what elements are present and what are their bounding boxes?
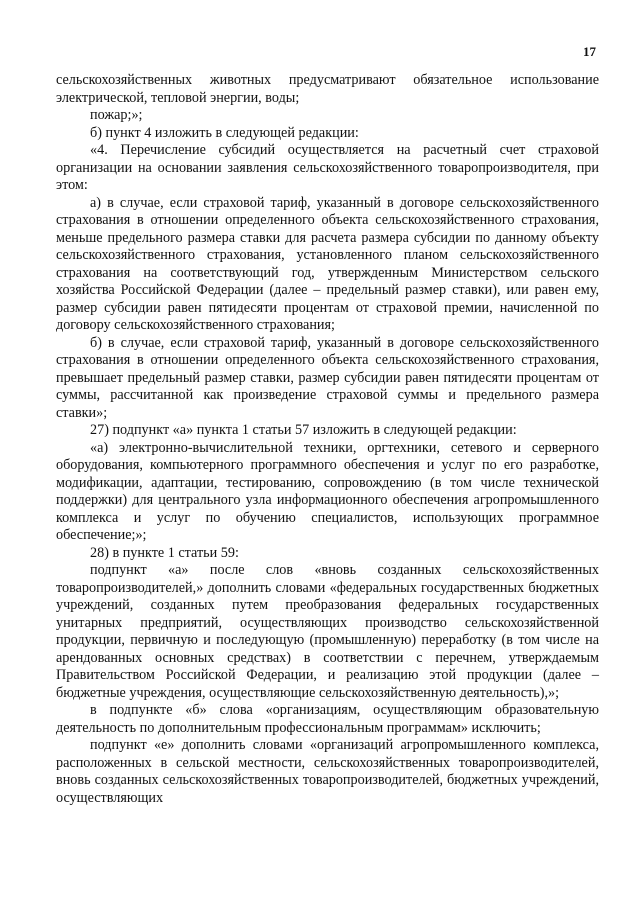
- paragraph: а) в случае, если страховой тариф, указанный в договоре сельскохозяйственного страхования в отношении определенного объекта сельскохозяйственного страхования, меньше предельного размера ставки для расчета размера субсидии по данному объекту сельскохозяйственного страхования, установленного планом сельскохозяйственного страхования на соответствующий год, утвержденным Министерством сельского хозяйства Российской Федерации (далее – предельный размер ставки), или равен ему, размер субсидии равен пятидесяти процентам от страховой премии, начисленной по договору сельскохозяйственного страхования;: [56, 194, 599, 333]
- paragraph: 28) в пункте 1 статьи 59:: [90, 544, 239, 561]
- paragraph: пожар;»;: [90, 107, 143, 123]
- paragraph: «4. Перечисление субсидий осуществляется на расчетный счет страховой организации на основании заявления сельскохозяйственного товаропроизводителя, при этом:: [56, 142, 599, 193]
- page-number: 17: [583, 44, 596, 59]
- document-body: [56, 72, 599, 807]
- paragraph: б) в случае, если страховой тариф, указанный в договоре сельскохозяйственного страхования в отношении определенного объекта сельскохозяйственного страхования, превышает предельный размер ставки, размер субсидии равен пятидесяти процентам от суммы, рассчитанной как произведение страховой суммы и предельного размера ставки»;: [56, 334, 599, 421]
- paragraph: сельскохозяйственных животных предусматривают обязательное использование электрической, тепловой энергии, воды;: [56, 72, 599, 106]
- paragraph: б) пункт 4 изложить в следующей редакции:: [90, 124, 359, 141]
- paragraph: 27) подпункт «а» пункта 1 статьи 57 изложить в следующей редакции:: [90, 422, 517, 438]
- paragraph: в подпункте «б» слова «организациям, осуществляющим образовательную деятельность по дополнительным профессиональным программам» исключить;: [56, 702, 599, 736]
- paragraph: подпункт «е» дополнить словами «организаций агропромышленного комплекса, расположенных в сельской местности, сельскохозяйственных товаропроизводителей, вновь созданных сельскохозяйственных товаропроизводителей, бюджетных учреждений, осуществляющих: [56, 737, 599, 806]
- paragraph: подпункт «а» после слов «вновь созданных сельскохозяйственных товаропроизводителей,» дополнить словами «федеральных государственных бюджетных учреждений, созданных путем преобразования федеральных государственных унитарных предприятий, осуществляющих производство сельскохозяйственной продукции, первичную и последующую (промышленную) переработку (в том числе на арендованных основных средствах) в соответствии с перечнем, утверждаемым Правительством Российской Федерации, и реализацию этой продукции (далее – бюджетные учреждения, осуществляющие сельскохозяйственную деятельность),»;: [56, 562, 599, 701]
- paragraph: «а) электронно-вычислительной техники, оргтехники, сетевого и серверного оборудования, компьютерного программного обеспечения и услуг по его разработке, модификации, адаптации, тестированию, сопровождению (в том числе технической поддержки) для центрального узла информационного обеспечения агропромышленного комплекса и услуг по обучению специалистов, использующих программное обеспечение;»;: [56, 439, 599, 543]
